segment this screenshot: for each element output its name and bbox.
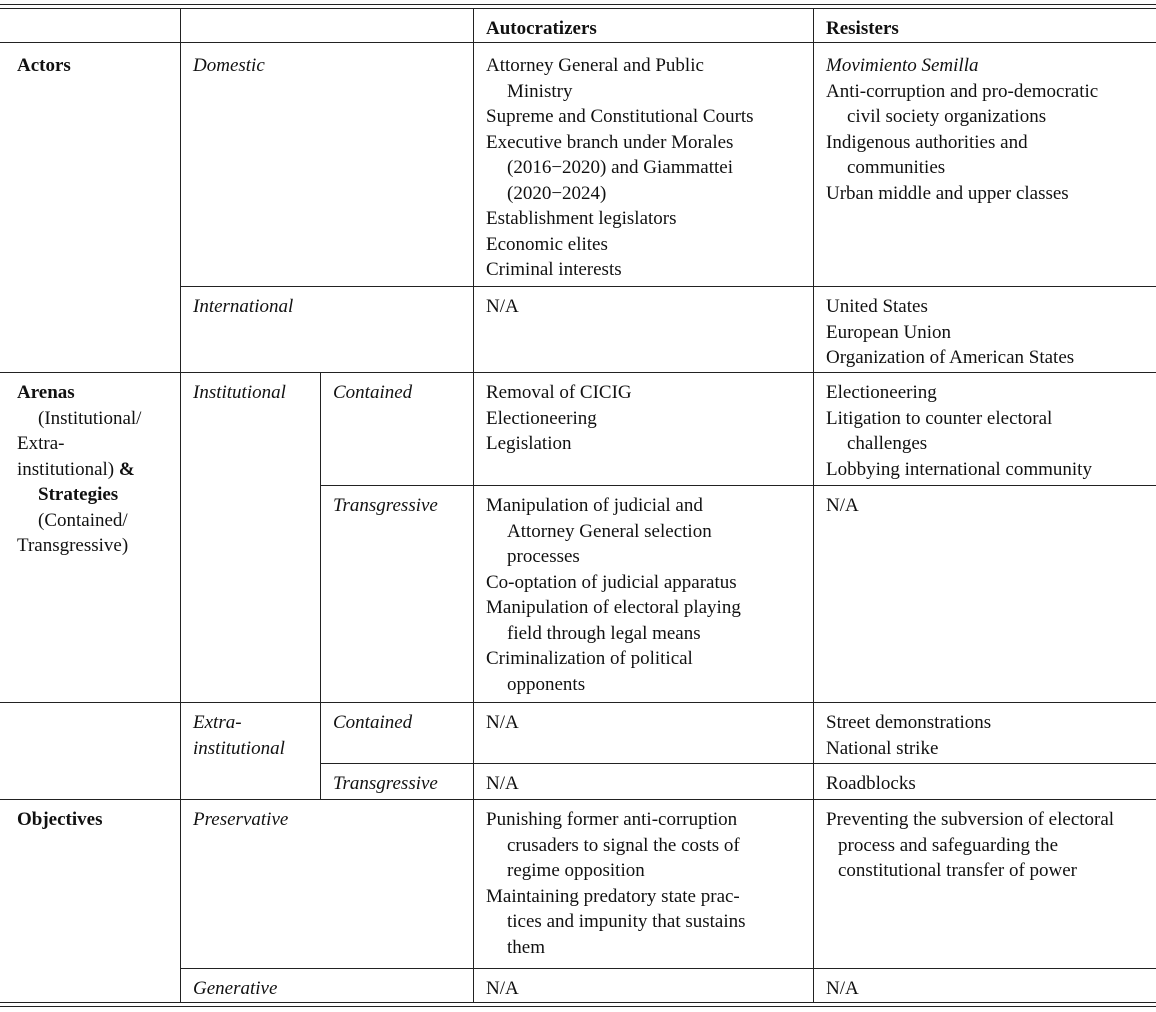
international-autocratizers: N/A: [486, 296, 519, 317]
header-rule: [0, 42, 1156, 43]
list-item: Criminalization of political: [486, 648, 693, 669]
international-resisters: [826, 294, 1074, 371]
list-item: (2016−2020) and Giammattei: [507, 157, 733, 178]
list-item: Attorney General and Public: [486, 55, 704, 76]
list-item: Ministry: [507, 80, 573, 102]
row-divider: [180, 286, 1156, 287]
extra-contained-autocratizers: N/A: [486, 712, 519, 733]
header-resisters: Resisters: [826, 18, 899, 39]
strategy-label-contained: Contained: [333, 382, 413, 403]
table-top-rule: [0, 8, 1156, 9]
list-item: opponents: [507, 673, 586, 695]
row-label-arenas: [17, 380, 141, 559]
section-rule: [0, 702, 1156, 703]
strategy-label-transgressive: Transgressive: [333, 495, 438, 516]
generative-resisters: N/A: [826, 978, 859, 999]
label-line: &: [118, 458, 135, 480]
strategy-label-contained: Contained: [333, 712, 413, 733]
list-item: Street demonstrations: [826, 712, 992, 733]
label-line: Extra-: [193, 712, 242, 733]
column-divider: [180, 8, 181, 1002]
label-line: Strategies: [38, 484, 119, 505]
row-label-objectives: Objectives: [17, 809, 103, 830]
list-item: communities: [847, 157, 946, 178]
label-line: (Institutional/: [38, 407, 142, 429]
sub-label-generative: Generative: [193, 978, 278, 999]
label-line: Arenas: [17, 382, 75, 403]
table-bottom-rule: [0, 1006, 1156, 1007]
list-item: constitutional transfer of power: [838, 860, 1078, 881]
list-item: Manipulation of electoral playing: [486, 597, 741, 618]
section-rule: [0, 372, 1156, 373]
column-divider: [813, 8, 814, 1002]
extra-transgressive-autocratizers: N/A: [486, 773, 519, 794]
column-divider: [320, 372, 321, 799]
label-line: Transgressive): [17, 535, 129, 556]
column-divider: [473, 8, 474, 1002]
list-item: Indigenous authorities and: [826, 131, 1028, 153]
sub-label-extra-institutional: [193, 710, 285, 761]
list-item: Criminal interests: [486, 259, 622, 280]
list-item: United States: [826, 296, 928, 317]
list-item: Punishing former anti-corruption: [486, 809, 738, 830]
list-item: (2020−2024): [507, 182, 607, 204]
list-item: processes: [507, 546, 580, 567]
list-item: Anti-corruption and pro-democratic: [826, 80, 1099, 102]
row-divider: [320, 485, 1156, 486]
list-item: field through legal means: [507, 622, 701, 644]
label-line: Extra-: [17, 433, 65, 454]
list-item: process and safeguarding the: [838, 834, 1059, 856]
institutional-contained-autocratizers: [486, 380, 632, 457]
list-item: Litigation to counter electoral: [826, 407, 1053, 429]
list-item: Establishment legislators: [486, 208, 677, 229]
list-item: Supreme and Constitutional Courts: [486, 106, 754, 127]
preservative-resisters: [826, 807, 1114, 884]
label-line: institutional: [193, 737, 285, 759]
section-rule: [0, 799, 1156, 800]
generative-autocratizers: N/A: [486, 978, 519, 999]
list-item: Electioneering: [826, 382, 937, 403]
extra-contained-resisters: [826, 710, 991, 761]
list-item: Co-optation of judicial apparatus: [486, 571, 737, 593]
table-bottom-rule: [0, 1002, 1156, 1003]
list-item: Manipulation of judicial and: [486, 495, 703, 516]
sub-label-domestic: Domestic: [193, 55, 265, 76]
sub-label-international: International: [193, 296, 294, 317]
list-item: challenges: [847, 433, 928, 454]
list-item: Maintaining predatory state prac-: [486, 885, 740, 907]
list-item: Attorney General selection: [507, 520, 712, 542]
list-item: regime opposition: [507, 860, 645, 881]
sub-label-preservative: Preservative: [193, 809, 289, 830]
label-line: (Contained/: [38, 509, 128, 531]
list-item: Lobbying international community: [826, 458, 1092, 480]
extra-transgressive-resisters: Roadblocks: [826, 773, 916, 794]
list-item: Movimiento Semilla: [826, 55, 979, 76]
sub-label-institutional: Institutional: [193, 382, 286, 403]
label-line: institutional): [17, 458, 115, 480]
list-item: Legislation: [486, 433, 572, 454]
list-item: crusaders to signal the costs of: [507, 834, 740, 856]
list-item: Removal of CICIG: [486, 382, 632, 403]
domestic-resisters: [826, 53, 1098, 206]
preservative-autocratizers: [486, 807, 746, 960]
row-label-actors: Actors: [17, 55, 71, 76]
list-item: Urban middle and upper classes: [826, 182, 1069, 204]
list-item: civil society organizations: [847, 106, 1047, 127]
strategy-label-transgressive: Transgressive: [333, 773, 438, 794]
institutional-transgressive-autocratizers: [486, 493, 741, 697]
header-autocratizers: Autocratizers: [486, 18, 597, 39]
list-item: European Union: [826, 321, 952, 343]
list-item: Economic elites: [486, 233, 608, 255]
institutional-transgressive-resisters: N/A: [826, 495, 859, 516]
table-top-rule: [0, 4, 1156, 5]
list-item: Organization of American States: [826, 347, 1075, 368]
row-divider: [180, 968, 1156, 969]
list-item: Preventing the subversion of electoral: [826, 809, 1115, 830]
list-item: tices and impunity that sustains: [507, 911, 746, 932]
domestic-autocratizers: [486, 53, 754, 283]
institutional-contained-resisters: [826, 380, 1092, 482]
list-item: National strike: [826, 737, 939, 759]
list-item: Electioneering: [486, 407, 597, 429]
list-item: Executive branch under Morales: [486, 131, 734, 153]
row-divider: [320, 763, 1156, 764]
list-item: them: [507, 936, 545, 958]
